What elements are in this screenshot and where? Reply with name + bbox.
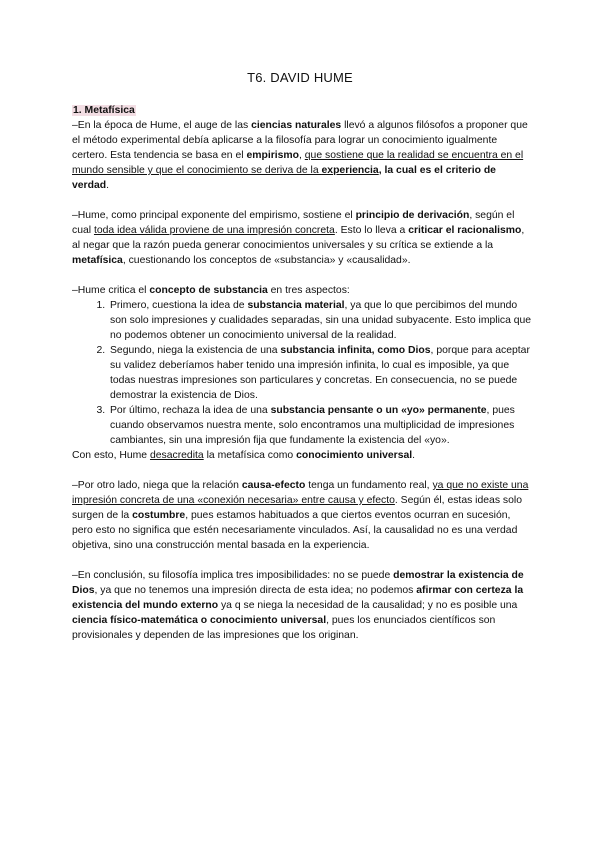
- bold-term: costumbre: [132, 510, 186, 521]
- paragraph-6: [72, 568, 534, 643]
- text-span: –Por otro lado, niega que la relación: [72, 480, 242, 491]
- list-item: [108, 298, 534, 343]
- text-span: ,: [299, 150, 305, 161]
- underlined-text: que sostiene que la realidad se encuentra en el mundo sensible y que el conocimiento se deriva de la: [72, 150, 524, 176]
- paragraph-5: [72, 478, 534, 553]
- text-span: , según el cual: [72, 210, 515, 236]
- bold-term: ciencia físico-matemática o conocimiento universal: [72, 615, 327, 626]
- text-span: , pues los enunciados científicos son provisionales y dependen de las impresiones que los originan.: [72, 615, 496, 641]
- text-span: .: [412, 450, 416, 461]
- text-span: en tres aspectos:: [267, 285, 350, 296]
- bold-term: conocimiento universal: [296, 450, 413, 461]
- text-span: , porque para aceptar su validez deberíamos haber tenido una impresión infinita, lo cual es imposible, ya que todas nuestras impresiones son particulares y concretas. En consecuencia, no se puede demostrar la existencia de Dios.: [110, 345, 530, 401]
- text-span: –En la época de Hume, el auge de las: [72, 120, 252, 131]
- underlined-text: ya que no existe una impresión concreta de una «conexión necesaria» entre causa y efecto: [72, 480, 529, 506]
- bold-term: principio de derivación: [355, 210, 470, 221]
- text-span: la metafísica como: [203, 450, 297, 461]
- text-span: Por último, rechaza la idea de una: [110, 405, 271, 416]
- bold-term: causa-efecto: [241, 480, 306, 491]
- numbered-list: [72, 298, 534, 448]
- paragraph-2: [72, 208, 534, 268]
- section-heading: 1. Metafísica: [73, 105, 135, 116]
- bold-term: criticar el racionalismo: [408, 225, 522, 236]
- list-item: [108, 343, 534, 403]
- text-span: llevó a algunos filósofos a proponer que el método experimental debía aplicarse a la filosofía para lograr un conocimiento igualmente certero. Esta tendencia se basa en el: [72, 120, 528, 161]
- text-span: Primero, cuestiona la idea de: [110, 300, 248, 311]
- underlined-text: desacredita: [149, 450, 204, 461]
- section-heading-line: [72, 103, 534, 118]
- bold-term: substancia material: [247, 300, 345, 311]
- text-span: tenga un fundamento real,: [305, 480, 433, 491]
- text-span: , pues cuando observamos nuestra mente, solo encontramos una multiplicidad de impresiones cambiantes, sin una impresión fija que fundamente la existencia del «yo».: [110, 405, 515, 446]
- bold-term: empirismo: [246, 150, 299, 161]
- page-title: T6. DAVID HUME: [247, 70, 353, 85]
- text-span: –Hume critica el: [72, 285, 150, 296]
- text-span: ya q se niega la necesidad de la causalidad; y no es posible una: [218, 600, 518, 611]
- bold-term: ciencias naturales: [251, 120, 342, 131]
- document-body: [72, 103, 534, 643]
- bold-term: demostrar la existencia de Dios: [72, 570, 524, 596]
- text-span: . Según él, estas ideas solo surgen de la: [72, 495, 522, 521]
- text-span: Segundo, niega la existencia de una: [110, 345, 281, 356]
- text-span: Con esto, Hume: [72, 450, 150, 461]
- bold-term: substancia pensante o un «yo» permanente: [270, 405, 487, 416]
- bold-term: metafísica: [72, 255, 123, 266]
- list-item: [108, 403, 534, 448]
- text-span: –En conclusión, su filosofía implica tres imposibilidades: no se puede: [72, 570, 394, 581]
- bold-term: substancia infinita, como Dios: [280, 345, 431, 356]
- text-span: –Hume, como principal exponente del empirismo, sostiene el: [72, 210, 356, 221]
- paragraph-1: [72, 118, 534, 193]
- paragraph-3: [72, 283, 534, 298]
- text-span: , ya que lo que percibimos del mundo son solo impresiones y cualidades separadas, sin una unidad subyacente. Esto implica que no podemos obtener un conocimiento universal de la realidad.: [110, 300, 532, 341]
- underlined-text: toda idea válida proviene de una impresión concreta: [93, 225, 335, 236]
- bold-term: afirmar con certeza la existencia del mundo externo: [72, 585, 524, 611]
- text-span: .: [106, 180, 109, 191]
- text-span: , cuestionando los conceptos de «substancia» y «causalidad».: [122, 255, 411, 266]
- text-span: , pues estamos habituados a que ciertos eventos ocurran en sucesión, pero esto no significa que estén necesariamente vinculados. Así, la causalidad no es una verdad objetiva, sino una construcción mental basada en la experiencia.: [72, 510, 518, 551]
- text-span: , ya que no tenemos una impresión directa de esta idea; no podemos: [94, 585, 417, 596]
- bold-underlined-term: experiencia: [321, 165, 379, 176]
- text-span: . Esto lo lleva a: [334, 225, 409, 236]
- text-span: , al negar que la razón pueda generar conocimientos universales y su crítica se extiende a la: [72, 225, 525, 251]
- bold-term: concepto de substancia: [149, 285, 268, 296]
- bold-term: , la cual es el criterio de verdad: [72, 165, 496, 191]
- paragraph-4: [72, 448, 534, 463]
